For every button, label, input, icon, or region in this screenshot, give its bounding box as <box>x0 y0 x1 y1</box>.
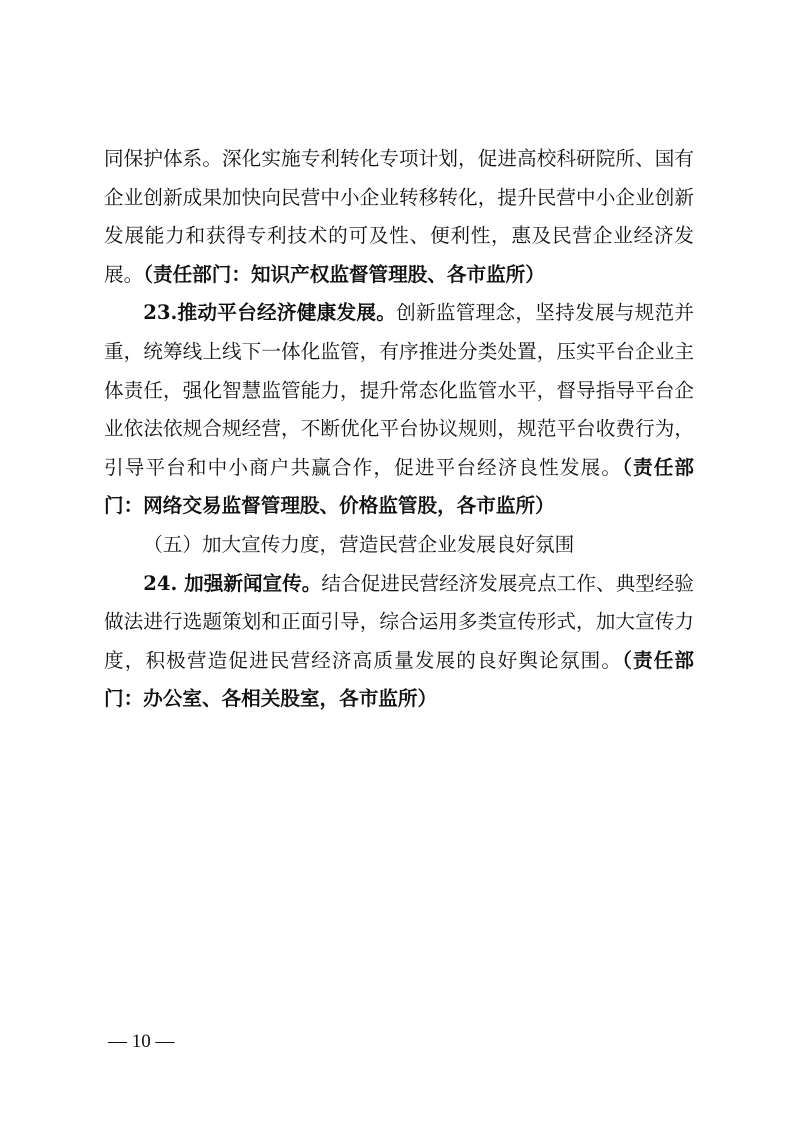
section-heading-5: （五）加大宣传力度，营造民营企业发展良好氛围 <box>143 532 575 556</box>
responsibility-note: （责任部门：知识产权监督管理股、各市监所） <box>143 262 545 286</box>
paragraph-item-24 <box>104 565 694 719</box>
paragraph-text: 结合促进民营经济发展亮点工作、典型经验做法进行选题策划和正面引导，综合运用多类宣传形式，加大宣传力度，积极营造促进民营经济高质量发展的良好舆论氛围。 <box>104 571 695 672</box>
page-number: — 10 — <box>108 1031 175 1052</box>
item-heading: 24. 加强新闻宣传。 <box>143 571 322 595</box>
paragraph-patent-protection <box>104 140 694 294</box>
paragraph-item-23 <box>104 294 694 526</box>
responsibility-note: （责任部门：办公室、各相关股室，各市监所） <box>104 648 695 711</box>
responsibility-note: （责任部门：网络交易监督管理股、价格监管股，各市监所） <box>104 455 695 518</box>
paragraph-text: 同保护体系。深化实施专利转化专项计划，促进高校科研院所、国有企业创新成果加快向民营中小企业转移转化，提升民营中小企业创新发展能力和获得专利技术的可及性、便利性，惠及民营企业经济发展。 <box>104 147 694 286</box>
item-heading: 23.推动平台经济健康发展。 <box>143 301 397 325</box>
document-body <box>104 140 694 719</box>
paragraph-text: 创新监管理念，坚持发展与规范并重，统筹线上线下一体化监管，有序推进分类处置，压实平台企业主体责任，强化智慧监管能力，提升常态化监管水平，督导指导平台企业依法依规合规经营，不断优化平台协议规则，规范平台收费行为，引导平台和中小商户共赢合作，促进平台经济良性发展。 <box>104 301 694 479</box>
